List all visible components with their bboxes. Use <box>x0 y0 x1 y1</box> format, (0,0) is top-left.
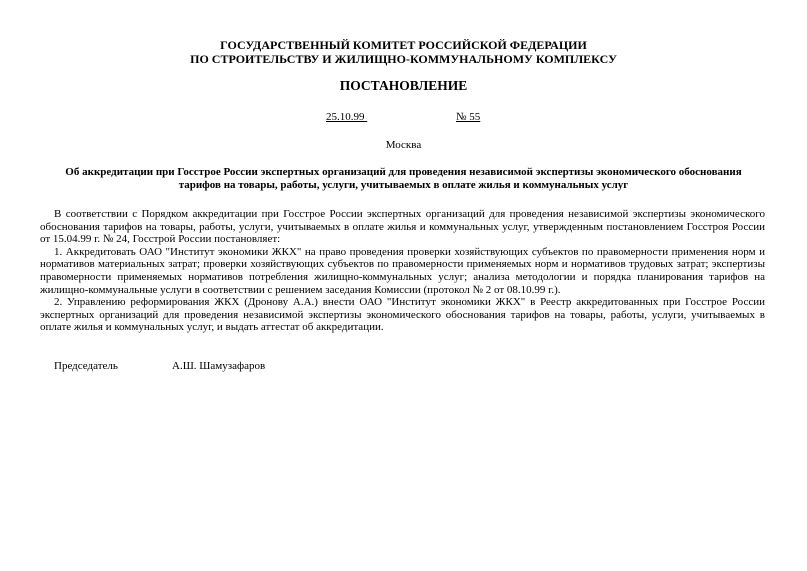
document-type: ПОСТАНОВЛЕНИЕ <box>339 78 468 93</box>
document-body <box>40 208 765 334</box>
document-city: Москва <box>385 139 422 151</box>
signatory-name: А.Ш. Шамузафаров <box>172 360 266 372</box>
agency-name-line-2: ПО СТРОИТЕЛЬСТВУ И ЖИЛИЩНО-КОММУНАЛЬНОМУ КОМПЛЕКСУ <box>190 52 617 66</box>
agency-header <box>0 38 807 66</box>
agency-name-line-1: ГОСУДАРСТВЕННЫЙ КОМИТЕТ РОССИЙСКОЙ ФЕДЕРАЦИИ <box>220 38 587 52</box>
document-title: Об аккредитации при Госстрое России экспертных организаций для проведения независимой экспертизы экономического обоснования тарифов на товары, работы, услуги, учитываемых в оплате жилья и коммунальных услуг <box>65 166 742 191</box>
preamble-paragraph: В соответствии с Порядком аккредитации при Госстрое России экспертных организаций для проведения независимой экспертизы экономического обоснования тарифов на товары, работы, услуги, учитываемых в оплате жилья и коммунальных услуг, утвержденным постановлением Госстроя России от 15.04.99 г. № 24, Госстрой России постановляет: <box>40 208 765 246</box>
document-date: 25.10.99 <box>326 111 368 123</box>
clause-2-paragraph: 2. Управлению реформирования ЖКХ (Дронову А.А.) внести ОАО "Институт экономики ЖКХ" в Реестр аккредитованных при Госстрое России экспертных организаций для проведения независимой экспертизы экономического обоснования тарифов на товары, работы, услуги, учитываемых в оплате жилья и коммунальных услуг, и выдать аттестат об аккредитации. <box>40 296 765 334</box>
signatory-role: Председатель <box>54 360 118 372</box>
document-number: № 55 <box>456 111 481 123</box>
clause-1-paragraph: 1. Аккредитовать ОАО "Институт экономики ЖКХ" на право проведения проверки хозяйствующих субъектов по правомерности применения норм и нормативов материальных затрат; проверки хозяйствующих субъектов по правомерности применяемых норм и нормативов трудовых затрат; экспертизы правомерности применяемых нормативов потребления жилищно-коммунальных услуг; анализа методологии и порядка планирования тарифов на жилищно-коммунальные услуги в соответствии с решением заседания Комиссии (протокол № 2 от 08.10.99 г.). <box>40 245 765 296</box>
